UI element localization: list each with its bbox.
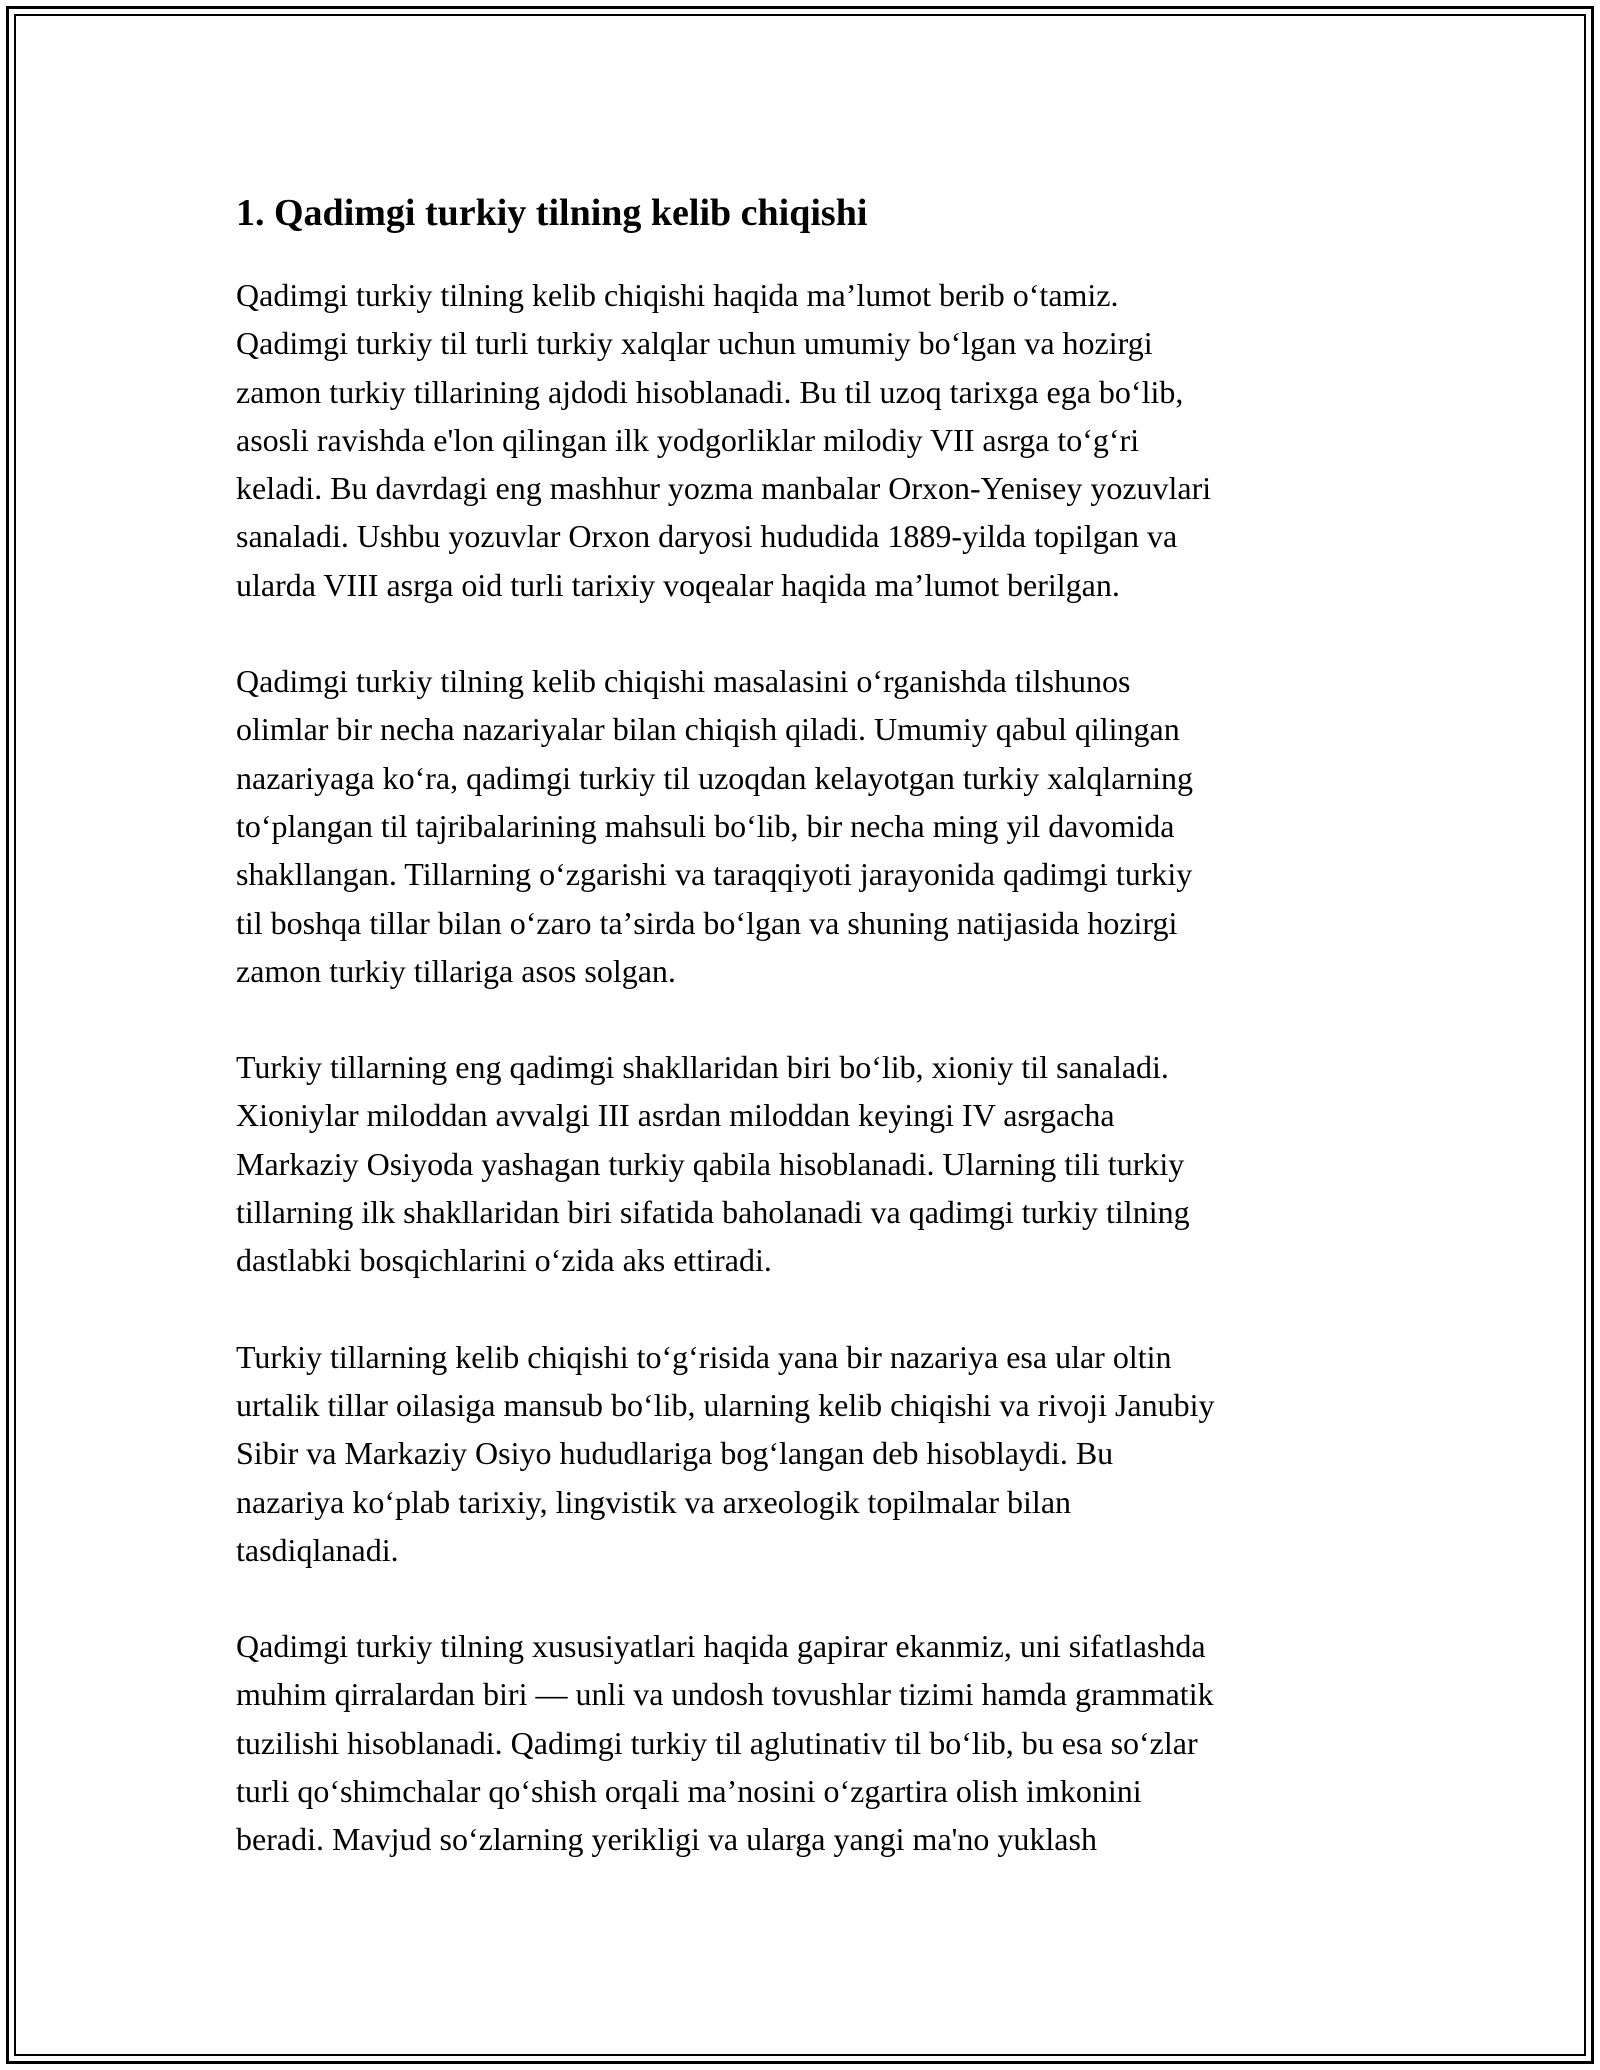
document-body	[236, 180, 1376, 1912]
section-heading: 1. Qadimgi turkiy tilning kelib chiqishi	[236, 192, 868, 234]
paragraph-4: Turkiy tillarning kelib chiqishi toʻgʻrisida yana bir nazariya esa ular oltin urtalik tillar oilasiga mansub boʻlib, ularning kelib chiqishi va rivoji Janubiy Sibir va Markaziy Osiyo hududlariga bogʻlangan deb hisoblaydi. Bu nazariya koʻplab tarixiy, lingvistik va arxeologik topilmalar bilan tasdiqlanadi.	[236, 1338, 1215, 1568]
paragraph-1: Qadimgi turkiy tilning kelib chiqishi haqida maʼlumot berib oʻtamiz. Qadimgi turkiy til turli turkiy xalqlar uchun umumiy boʻlgan va hozirgi zamon turkiy tillarining ajdodi hisoblanadi. Bu til uzoq tarixga ega boʻlib, asosli ravishda e'lon qilingan ilk yodgorliklar milodiy VII asrga toʻgʻri keladi. Bu davrdagi eng mashhur yozma manbalar Orxon-Yenisey yozuvlari sanaladi. Ushbu yozuvlar Orxon daryosi hududida 1889-yilda topilgan va ularda VIII asrga oid turli tarixiy voqealar haqida maʼlumot berilgan.	[236, 277, 1212, 603]
paragraph-5: Qadimgi turkiy tilning xususiyatlari haqida gapirar ekanmiz, uni sifatlashda muhim qirralardan biri — unli va undosh tovushlar tizimi hamda grammatik tuzilishi hisoblanadi. Qadimgi turkiy til aglutinativ til boʻlib, bu esa soʻzlar turli qoʻshimchalar qoʻshish orqali maʼnosini oʻzgartira olish imkonini beradi. Mavjud soʻzlarning yerikligi va ularga yangi ma'no yuklash	[236, 1628, 1214, 1858]
paragraph-2: Qadimgi turkiy tilning kelib chiqishi masalasini oʻrganishda tilshunos olimlar bir necha nazariyalar bilan chiqish qiladi. Umumiy qabul qilingan nazariyaga koʻra, qadimgi turkiy til uzoqdan kelayotgan turkiy xalqlarning toʻplangan til tajribalarining mahsuli boʻlib, bir necha ming yil davomida shakllangan. Tillarning oʻzgarishi va taraqqiyoti jarayonida qadimgi turkiy til boshqa tillar bilan oʻzaro taʼsirda boʻlgan va shuning natijasida hozirgi zamon turkiy tillariga asos solgan.	[236, 663, 1194, 989]
paragraph-3: Turkiy tillarning eng qadimgi shakllaridan biri boʻlib, xioniy til sanaladi. Xioniylar miloddan avvalgi III asrdan miloddan keyingi IV asrgacha Markaziy Osiyoda yashagan turkiy qabila hisoblanadi. Ularning tili turkiy tillarning ilk shakllaridan biri sifatida baholanadi va qadimgi turkiy tilning dastlabki bosqichlarini oʻzida aks ettiradi.	[236, 1049, 1190, 1279]
